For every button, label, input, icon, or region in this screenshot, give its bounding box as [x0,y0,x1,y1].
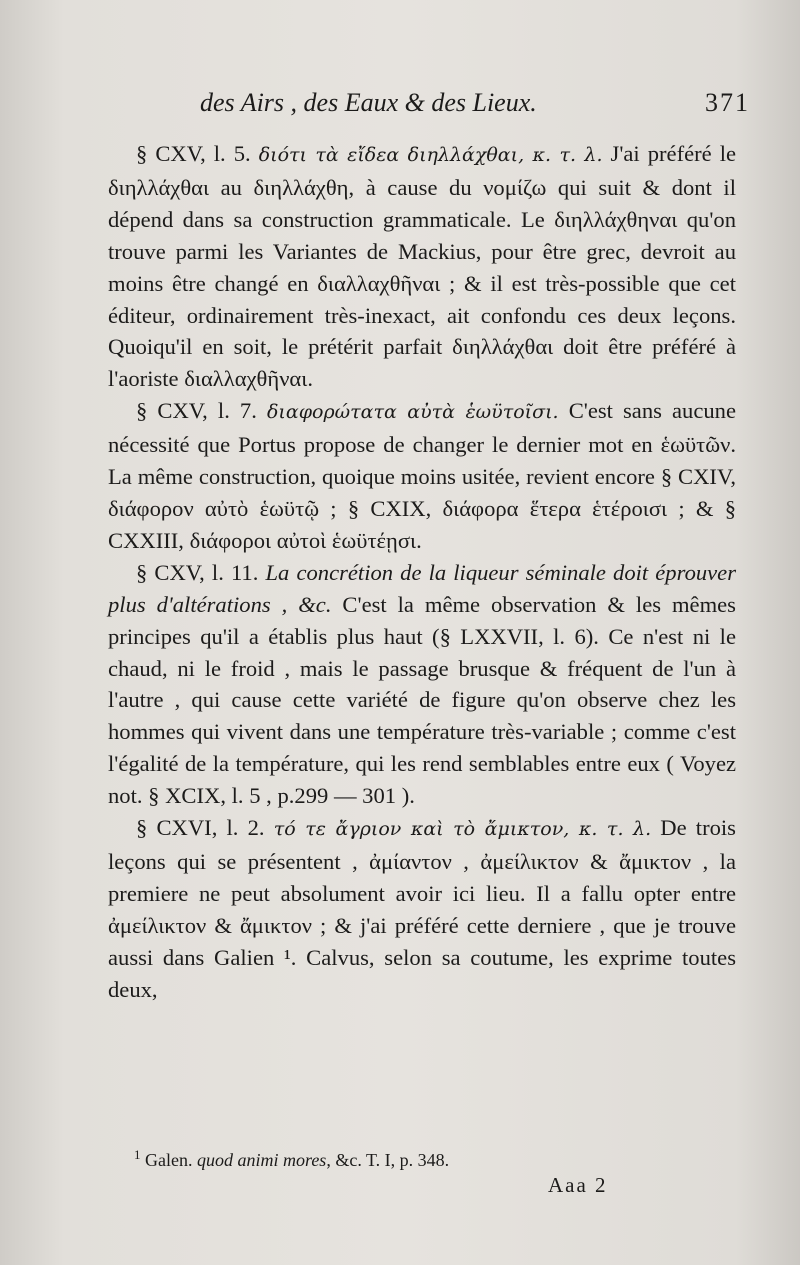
page-header [200,88,750,118]
italic-lemma: La concrétion de la liqueur séminale doit éprouver plus d'altérations , &c. [108,559,737,617]
running-title: des Airs , des Eaux & des Lieux. [200,88,537,117]
footnote-title: quod animi mores [196,1150,327,1170]
page-body [108,138,736,1005]
greek-lemma: διότι τὰ εἴδεα διηλλάχθαι, κ. τ. λ. [258,144,603,166]
greek-lemma: διαφορώτατα αὐτὰ ἑωϋτοῖσι. [266,401,559,424]
footnote-text: Galen. [145,1150,193,1170]
paragraph-text: J'ai préféré le διηλλάχθαι au διηλλάχθη, à cause du νομίζω qui suit & dont il dépend dans sa construction grammaticale. Le διηλλάχθηναι qu'on trouve parmi les Variantes de Mackius, pour être grec, devroit au moins être changé en διαλλαχθῆναι ; & il est très-possible que cet éditeur, ordinairement très-inexact, ait confondu ces deux leçons. Quoiqu'il en soit, le prétérit parfait διηλλάχθαι doit être préféré à l'aoriste διαλλαχθῆναι. [108,141,736,392]
paragraph-cxvi-2 [108,812,736,1005]
footnote-tail: , &c. T. I, p. 348. [326,1150,450,1170]
section-ref: § CXV, l. 11. [136,559,259,585]
greek-lemma: τό τε ἄγριον καὶ τὸ ἄμικτον, κ. τ. λ. [273,818,652,841]
paragraph-text: C'est sans aucune nécessité que Portus propose de changer le dernier mot en ἑωϋτῶν. La même construction, quoique moins usitée, revient encore § CXIV, διάφορον αὐτὸ ἑωϋτῷ ; § CXIX, διάφορα ἕτερα ἑτέροισι ; & § CXXIII, διάφοροι αὐτοὶ ἑωϋτέῃσι. [108,398,736,553]
signature-mark: Aaa 2 [548,1173,608,1197]
page-number: 371 [705,88,750,117]
section-ref: § CXV, l. 5. [136,141,251,166]
paragraph-text: C'est la même observation & les mêmes principes qu'il a établis plus haut (§ LXXVII, l. 6). Ce n'est ni le chaud, ni le froid , mais le passage brusque & fréquent de l'un à l'autre , qui cause cette variété de figure qu'on observe chez les hommes qui vivent dans une température très-variable ; comme c'est l'égalité de la température, qui les rend semblables entre eux ( Voyez not. § XCIX, l. 5 , p.299 — 301 ). [108,591,736,809]
paragraph-cxv-7 [108,395,736,557]
paragraph-text: De trois leçons qui se présentent , ἀμίαντον , ἀμείλικτον & ἄμικτον , la premiere ne peut absolument avoir ici lieu. Il a fallu opter entre ἀμείλικτον & ἄμικτον ; & j'ai préféré cette derniere , que je trouve aussi dans Galien ¹. Calvus, selon sa coutume, les exprime toutes deux, [108,815,736,1002]
section-ref: § CXV, l. 7. [136,398,257,424]
section-ref: § CXVI, l. 2. [136,815,265,841]
footnote-number: 1 [134,1147,141,1162]
footnote [134,1147,734,1171]
paragraph-cxv-11 [108,557,736,812]
paragraph-cxv-5 [108,138,736,395]
